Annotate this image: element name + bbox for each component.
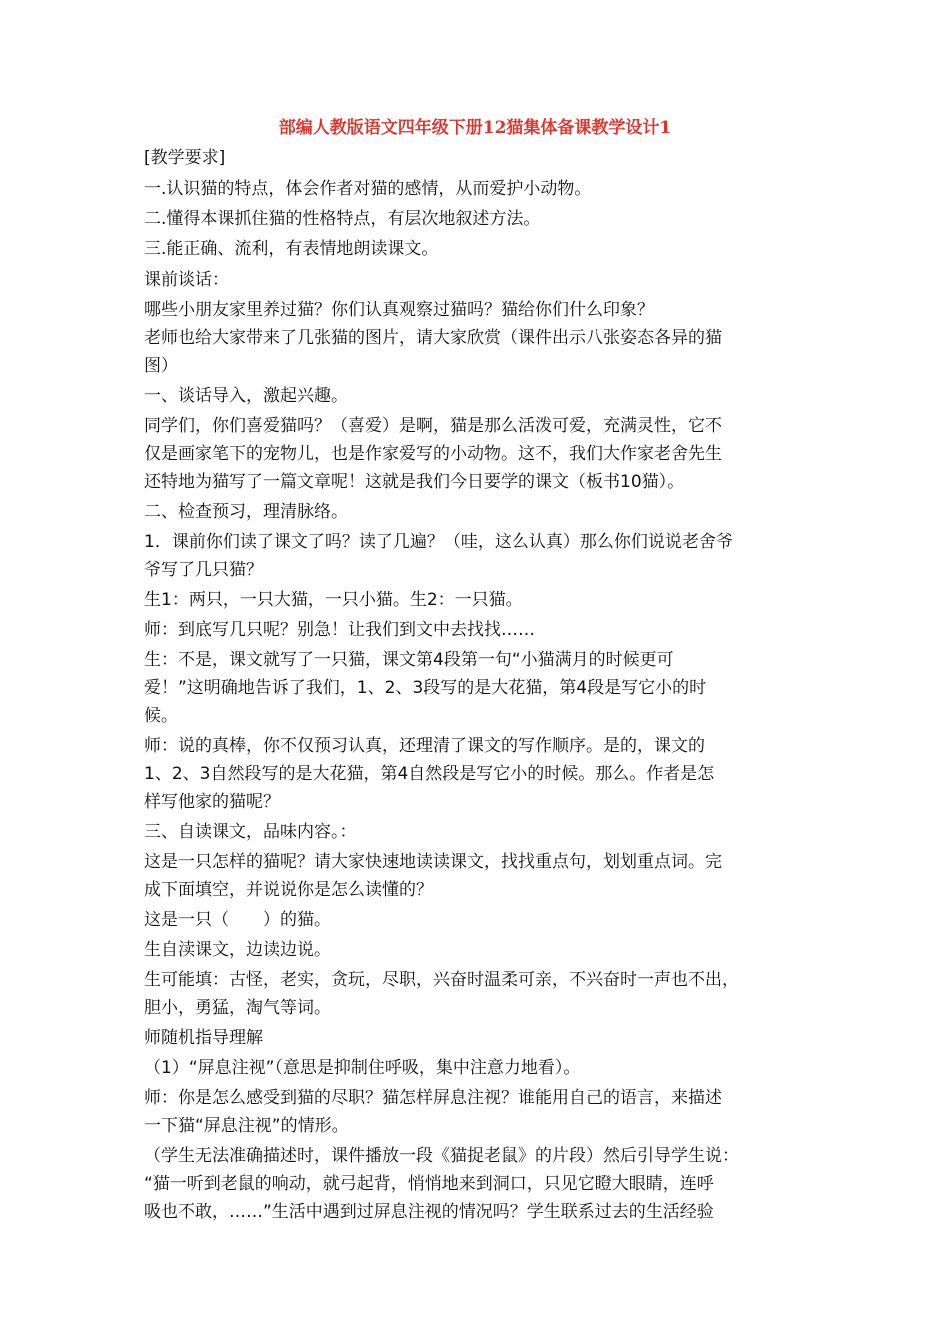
body-line: 生1：两只，一只大猫，一只小猫。生2：一只猫。	[144, 590, 523, 610]
body-line: 生可能填：古怪，老实，贪玩，尽职，兴奋时温柔可亲，不兴奋时一声也不出，	[144, 970, 739, 990]
body-line: 胆小，勇猛，淘气等词。	[144, 998, 331, 1018]
body-line: 哪些小朋友家里养过猫？你们认真观察过猫吗？猫给你们什么印象？	[144, 300, 654, 320]
body-line: 吸也不敢，……”生活中遇到过屏息注视的情况吗？学生联系过去的生活经验	[144, 1202, 714, 1222]
body-line: 二、检查预习，理清脉络。	[144, 502, 348, 522]
body-line: 图）	[144, 356, 178, 376]
body-line: 爷写了几只猫？	[144, 560, 263, 580]
body-line: 生：不是，课文就写了一只猫，课文第4段第一句“小猫满月的时候更可	[144, 650, 674, 670]
body-line: 生自渎课文，边读边说。	[144, 940, 331, 960]
body-line: 一.认识猫的特点，体会作者对猫的感情，从而爱护小动物。	[144, 179, 592, 199]
body-line: 候。	[144, 706, 178, 726]
body-line: （1）“屏息注视”（意思是抑制住呼吸，集中注意力地看）。	[144, 1058, 581, 1078]
body-line: 这是一只怎样的猫呢？请大家快速地读读课文，找找重点句，划划重点词。完	[144, 852, 722, 872]
body-line: 师：你是怎么感受到猫的尽职？猫怎样屏息注视？谁能用自己的语言，来描述	[144, 1088, 722, 1108]
body-line: 二.懂得本课抓住猫的性格特点，有层次地叙述方法。	[144, 209, 541, 229]
body-line: 师：到底写几只呢？别急！让我们到文中去找找……	[144, 620, 535, 640]
body-line: 样写他家的猫呢？	[144, 792, 280, 812]
body-line: 课前谈话：	[144, 270, 229, 290]
body-line: 1、2、3自然段写的是大花猫，第4自然段是写它小的时候。那么。作者是怎	[144, 764, 715, 784]
body-line: 师随机指导理解	[144, 1028, 263, 1048]
body-line: 一、谈话导入，激起兴趣。	[144, 386, 348, 406]
body-line: 这是一只（ ）的猫。	[144, 910, 331, 930]
body-line: 一下猫“屏息注视”的情形。	[144, 1116, 349, 1136]
body-line: 还特地为猫写了一篇文章呢！这就是我们今日要学的课文（板书10猫）。	[144, 472, 685, 492]
body-line: 三.能正确、流利，有表情地朗读课文。	[144, 239, 439, 259]
body-line: 老师也给大家带来了几张猫的图片，请大家欣赏（课件出示八张姿态各异的猫	[144, 328, 722, 348]
body-line: 仅是画家笔下的宠物儿，也是作家爱写的小动物。这不，我们大作家老舍先生	[144, 444, 722, 464]
body-line: 成下面填空，并说说你是怎么读懂的？	[144, 880, 433, 900]
body-line: （学生无法准确描述时，课件播放一段《猫捉老鼠》的片段）然后引导学生说：	[144, 1146, 739, 1166]
body-line: 爱！”这明确地告诉了我们，1、2、3段写的是大花猫，第4段是写它小的时	[144, 678, 707, 698]
body-line: [教学要求]	[144, 148, 226, 168]
body-line: “猫一听到老鼠的响动，就弓起背，悄悄地来到洞口，只见它瞪大眼睛，连呼	[144, 1174, 714, 1194]
body-line: 三、自读课文，品味内容。：	[144, 822, 357, 842]
body-line: 师：说的真棒，你不仅预习认真，还理清了课文的写作顺序。是的，课文的	[144, 736, 705, 756]
body-line: 同学们，你们喜爱猫吗？（喜爱）是啊，猫是那么活泼可爱，充满灵性，它不	[144, 416, 722, 436]
body-line: 1．课前你们读了课文了吗？读了几遍？（哇，这么认真）那么你们说说老舍爷	[144, 532, 733, 552]
document-title: 部编人教版语文四年级下册12猫集体备课教学设计1	[278, 118, 672, 138]
